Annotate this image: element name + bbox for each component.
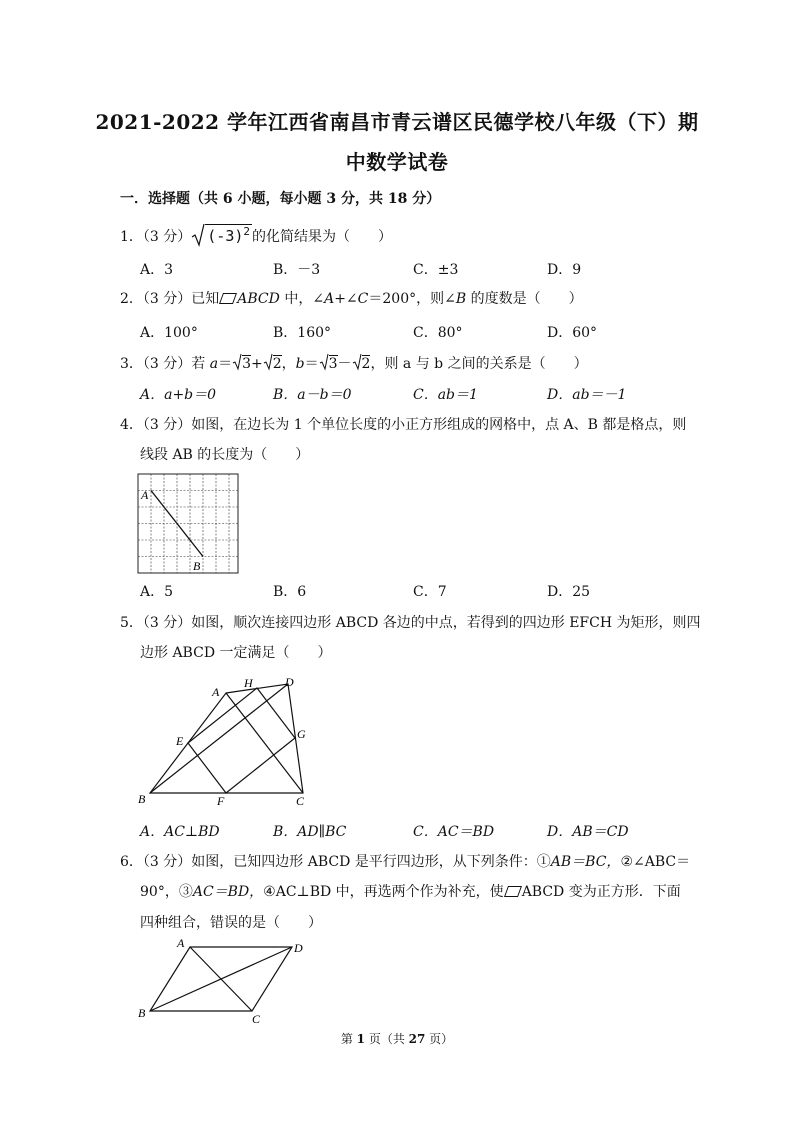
q6-cond3: AC＝BD， (192, 884, 264, 900)
option-d: D．25 (547, 584, 591, 600)
question-2 (120, 289, 680, 309)
label-b: B (138, 792, 146, 806)
parallelogram-figure (134, 935, 314, 1025)
option-d: D．9 (547, 262, 582, 278)
parallelogram-symbol (219, 293, 237, 304)
label-a: A (177, 936, 185, 950)
point-label-a: A (141, 488, 149, 502)
option-d: D．ab＝－1 (547, 387, 627, 403)
label-f: F (217, 794, 225, 808)
label-c: C (296, 794, 305, 808)
sqrt-sign (319, 353, 329, 371)
label-b: B (138, 1006, 146, 1020)
condition-marker: ③ (178, 884, 193, 900)
radicand (205, 224, 252, 245)
option-c: C．7 (413, 584, 447, 600)
question-6-line3: 四种组合，错误的是（ ） (140, 915, 322, 931)
section-heading: 一．选择题（共 6 小题，每小题 3 分，共 18 分） (120, 191, 441, 207)
q3-minus: － (337, 356, 352, 372)
question-5-options (140, 821, 700, 841)
label-d: D (285, 675, 294, 689)
question-3-number: 3．（3 分）若 (120, 356, 210, 372)
question-6-line2 (140, 882, 680, 902)
q2-var-c: C (357, 291, 369, 307)
q3-eq-1: ＝ (218, 356, 233, 372)
question-5-line1: 5．（3 分）如图，顺次连接四边形 ABCD 各边的中点，若得到的四边形 EFCH 为矩形，则四 (120, 615, 701, 631)
option-c: C．80° (413, 325, 463, 341)
label-g: G (297, 727, 306, 741)
quadrilateral-figure (134, 672, 324, 812)
option-a: A．100° (140, 325, 198, 341)
label-h: H (244, 676, 253, 690)
page-title-line1: 2021-2022 学年江西省南昌市青云谱区民德学校八年级（下）期 (95, 110, 699, 134)
condition-marker: ② (620, 854, 633, 870)
q3-root-2: 2 (272, 356, 282, 372)
point-label-b: B (193, 559, 201, 573)
q6-line2-a: 90°， (140, 884, 179, 900)
option-b: B．－3 (273, 262, 321, 278)
question-5-line2: 边形 ABCD 一定满足（ ） (140, 645, 332, 661)
question-3 (120, 353, 680, 374)
question-4-line2: 线段 AB 的长度为（ ） (140, 447, 310, 463)
footer-page-number: 1 (356, 1032, 365, 1046)
option-c: C．AC＝BD (413, 824, 495, 840)
option-b: B．a－b＝0 (273, 387, 352, 403)
grid-figure (136, 472, 242, 576)
label-e: E (176, 734, 184, 748)
question-3-options (140, 384, 700, 404)
q3-var-a: a (209, 356, 219, 372)
question-6-line1 (120, 852, 691, 872)
footer-pre: 第 (340, 1032, 357, 1046)
option-a: A．a+b＝0 (140, 387, 217, 403)
option-c: C．ab＝1 (413, 387, 478, 403)
label-a: A (212, 685, 220, 699)
q2-text-f: ＝200°，则∠ (368, 291, 456, 307)
q3-root-1: 3 (242, 356, 251, 372)
option-d: D．AB＝CD (547, 824, 629, 840)
parallelogram-symbol (504, 886, 522, 897)
option-b: B．AD∥BC (273, 824, 347, 840)
q2-text-b: 中，∠ (279, 291, 325, 307)
option-c: C．±3 (413, 262, 459, 278)
option-b: B．160° (273, 325, 332, 341)
sqrt-sign (191, 223, 205, 247)
q2-var-a: A (324, 291, 335, 307)
sqrt-sign (232, 353, 242, 371)
q6-line1-text: 6．（3 分）如图，已知四边形 ABCD 是平行四边形，从下列条件： (120, 854, 537, 870)
footer-post: 页） (425, 1032, 454, 1046)
sqrt-sign (263, 353, 273, 371)
q6-cond2: ∠ABC＝ (633, 854, 691, 870)
condition-marker: ④ (263, 884, 276, 900)
option-a: A．5 (140, 584, 174, 600)
question-4-line1: 4．（3 分）如图，在边长为 1 个单位长度的小正方形组成的网格中，点 A、B 都是格点，则 (120, 417, 687, 433)
footer-total-pages: 27 (408, 1032, 426, 1046)
question-2-options (140, 322, 700, 342)
sqrt-sign (352, 353, 362, 371)
question-4-options (140, 581, 700, 601)
q3-eq-2: ＝ (304, 356, 319, 372)
q3-plus: + (251, 356, 263, 372)
q3-root-3: 3 (328, 356, 338, 372)
q2-var-b: B (455, 291, 467, 307)
q6-cond4: AC⊥BD 中，再选两个作为补充，使 (275, 884, 504, 900)
q2-abcd: ABCD (237, 291, 280, 307)
option-b: B．6 (273, 584, 307, 600)
option-a: A．3 (140, 262, 174, 278)
footer-mid: 页（共 (365, 1032, 409, 1046)
question-1-text: 的化简结果为（ ） (252, 229, 393, 245)
q3-tail: ，则 a 与 b 之间的关系是（ ） (370, 356, 588, 372)
q2-text-h: 的度数是（ ） (466, 291, 583, 307)
question-2-number: 2．（3 分）已知 (120, 291, 220, 307)
q3-comma: ， (281, 356, 296, 372)
q6-cond1: AB＝BC， (550, 854, 621, 870)
condition-marker: ① (536, 854, 551, 870)
label-c: C (252, 1012, 261, 1025)
option-d: D．60° (547, 325, 598, 341)
radicand-base: (-3) (207, 227, 244, 245)
q6-line2-b: ABCD 变为正方形．下面 (521, 884, 681, 900)
question-1-options (140, 259, 700, 279)
question-1-number: 1．（3 分） (120, 229, 192, 245)
page-footer (0, 1030, 794, 1047)
q3-var-b: b (295, 356, 305, 372)
q3-root-4: 2 (361, 356, 371, 372)
radicand-exponent: 2 (243, 225, 251, 238)
label-d: D (294, 941, 303, 955)
q2-text-d: +∠ (334, 291, 358, 307)
option-a: A．AC⊥BD (140, 824, 220, 840)
page-title-line2: 中数学试卷 (345, 150, 449, 174)
question-1 (120, 222, 680, 247)
